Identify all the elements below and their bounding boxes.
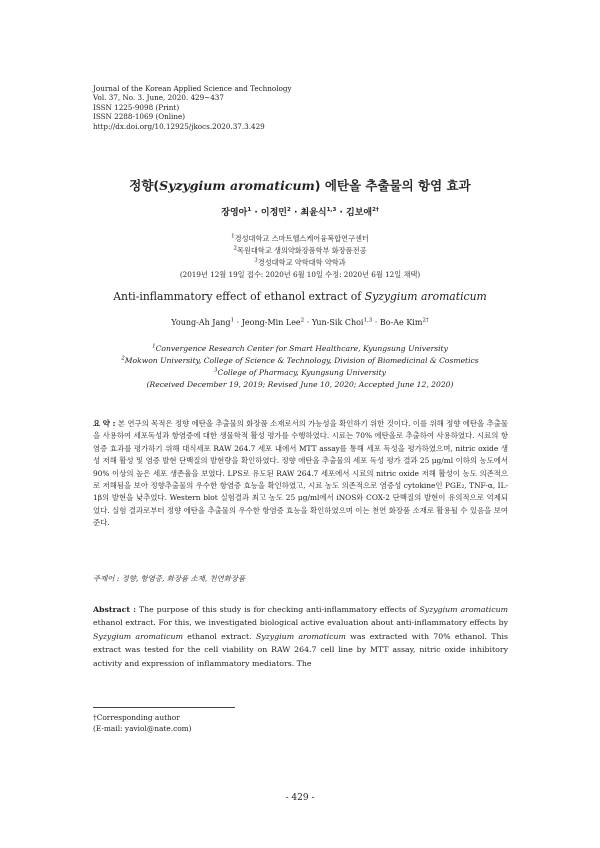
english-title: [0, 290, 600, 303]
affiliation-ko-2: [0, 245, 600, 257]
korean-keywords: 주제어 : 정향, 항염증, 화장품 소재, 천연화장품: [93, 574, 246, 583]
author-separator: ·: [336, 208, 347, 218]
affiliation-en-1-text: Convergence Research Center for Smart Healthcare, Kyungsung University: [155, 344, 448, 353]
issn-online: ISSN 2288-1069 (Online): [93, 112, 186, 122]
author-en-2-sup: 2: [300, 317, 305, 324]
author-en-3-sup: 1,3: [363, 317, 373, 324]
korean-abstract-label: 요 약 :: [93, 419, 116, 428]
author-ko-3-sup: 1,3: [326, 207, 337, 213]
author-ko-1: 장영아: [221, 208, 248, 218]
footnote-rule: [93, 707, 235, 708]
english-abstract-species-2: Syzygium aromaticum: [93, 631, 183, 641]
author-ko-4-sup: 2†: [372, 207, 379, 213]
affiliation-ko-3: [0, 257, 600, 269]
english-authors: [0, 318, 600, 327]
english-abstract-text-4: was extracted with 70% ethanol. This extract was tested for the cell viability on RAW 264.7 cell line by MTT assay, nitric oxide inhibitory activity and expression of inflammatory mediators. The: [93, 631, 508, 668]
author-separator: ·: [290, 208, 301, 218]
journal-volume: Vol. 37, No. 3. June, 2020. 429~437: [93, 93, 224, 103]
author-separator: ·: [251, 208, 261, 218]
english-affiliations: [0, 343, 600, 391]
korean-title-pre: 정향(: [129, 178, 160, 193]
issn-print: ISSN 1225-9098 (Print): [93, 102, 180, 112]
korean-abstract-text: 본 연구의 목적은 정향 에탄올 추출물의 화장품 소재로서의 가능성을 확인하기 위한 것이다. 이를 위해 정향 에탄올 추출물을 사용하여 세포독성과 항염증에 대한 생물학적 활성 평가를 수행하였다. 시료는 70% 에탄올로 추출하여 사용하였다. 시료의 항염증 효과를 평가하기 위해 대식세포 RAW 264.7 세포 내에서 MTT assay를 통해 세포 독성을 평가하였으며, nitric oxide 생성 저해 활성 및 염증 발현 단백질의 발현량을 확인하였다. 정향 에탄올 추출물의 세포 독성 평가 결과 25 μg/ml 이하의 농도에서 90% 이상의 높은 세포 생존율을 보였다. LPS로 유도된 RAW 264.7 세포에서 시료의 nitric oxide 저해 활성이 농도 의존적으로 저해됨을 보아 정향추출물의 우수한 항염증 효능을 확인하였고, 시료 농도 의존적으로 염증성 cytokine인 PGE₂, TNF-α, IL-1β의 발현을 낮추었다. Western blot 실험결과 최고 농도 25 μg/ml에서 iNOS와 COX-2 단백질의 발현이 유의적으로 억제되었다. 실험 결과로부터 정향 에탄올 추출물의 우수한 항염증 효능을 확인하였으며 이는 천연 화장품 소재로 활용될 수 있음을 보여 준다.: [93, 419, 508, 528]
author-ko-2: 이정민: [260, 208, 287, 218]
affiliation-en-1-sup: 1: [152, 343, 156, 350]
dates-ko: (2019년 12월 19일 접수: 2020년 6월 10일 수정: 2020년 6월 12일 채택): [179, 270, 421, 279]
english-abstract: [93, 603, 508, 670]
author-ko-2-sup: 2: [286, 207, 291, 213]
english-abstract-label: Abstract :: [93, 605, 137, 614]
affiliation-en-3: [0, 367, 600, 379]
dates-en: (Received December 19, 2019; Revised June 10, 2020; Accepted June 12, 2020): [146, 380, 454, 389]
english-title-pre: Anti-inflammatory effect of ethanol extract of: [113, 290, 365, 303]
doi-link[interactable]: http://dx.doi.org/10.12925/jkocs.2020.37.3.429: [93, 121, 265, 131]
affiliation-en-3-sup: 3: [214, 367, 218, 374]
affiliation-en-2-text: Mokwon University, College of Science & Technology, Division of Biomedicinal & Cosmetics: [124, 356, 479, 365]
english-abstract-text-2: ethanol extract. For this, we investigated biological active evaluation about anti-inflammatory effects by: [93, 618, 508, 628]
affiliation-ko-1-text: 경성대학교 스마트헬스케어융복합연구센터: [234, 234, 369, 243]
page-number: - 429 -: [285, 793, 315, 803]
journal-header: [93, 84, 292, 131]
author-en-2: Jeong-Min Lee: [241, 318, 301, 327]
english-title-species: Syzygium aromaticum: [364, 290, 487, 303]
journal-name: Journal of the Korean Applied Science and Technology: [93, 84, 292, 93]
author-en-4: Bo-Ae Kim: [379, 318, 423, 327]
affiliation-en-3-text: College of Pharmacy, Kyungsung University: [217, 368, 386, 377]
english-abstract-species-3: Syzygium aromaticum: [255, 631, 346, 641]
affiliation-ko-1-sup: 1: [231, 233, 235, 240]
english-abstract-species-1: Syzygium aromaticum: [419, 605, 508, 614]
affiliation-en-2: [0, 355, 600, 367]
author-ko-3: 최윤식: [300, 208, 327, 218]
corresponding-author: †Corresponding author: [93, 713, 180, 722]
korean-authors: [0, 205, 600, 218]
author-en-1-sup: 1: [230, 317, 235, 324]
author-en-4-sup: 2†: [422, 317, 429, 324]
author-ko-4: 김보애: [346, 208, 373, 218]
korean-title: [0, 176, 600, 194]
author-en-1: Young-Ah Jang: [171, 318, 231, 327]
author-separator: ·: [304, 318, 312, 327]
korean-affiliations: [0, 233, 600, 281]
affiliation-en-1: [0, 343, 600, 355]
author-ko-1-sup: 1: [247, 207, 252, 213]
author-email: (E-mail: yaviol@nate.com): [93, 724, 192, 733]
korean-title-species: Syzygium aromaticum: [159, 178, 315, 193]
affiliation-ko-1: [0, 233, 600, 245]
korean-title-post: ) 에탄올 추출물의 항염 효과: [314, 178, 471, 193]
korean-abstract: [93, 418, 508, 530]
english-abstract-text-3: ethanol extract.: [182, 631, 256, 641]
author-en-3: Yun-Sik Choi: [311, 318, 364, 327]
affiliation-en-2-sup: 2: [121, 355, 125, 362]
author-separator: ·: [234, 318, 242, 327]
affiliation-ko-2-text: 목원대학교 생의약화장품학부 화장품전공: [236, 246, 367, 255]
author-separator: ·: [372, 318, 380, 327]
english-abstract-text-1: The purpose of this study is for checking anti-inflammatory effects of: [136, 605, 420, 614]
footnote: [93, 712, 192, 734]
affiliation-ko-2-sup: 2: [233, 245, 237, 252]
affiliation-ko-3-text: 경성대학교 약학대학 약학과: [257, 258, 346, 267]
affiliation-ko-3-sup: 3: [254, 257, 258, 264]
